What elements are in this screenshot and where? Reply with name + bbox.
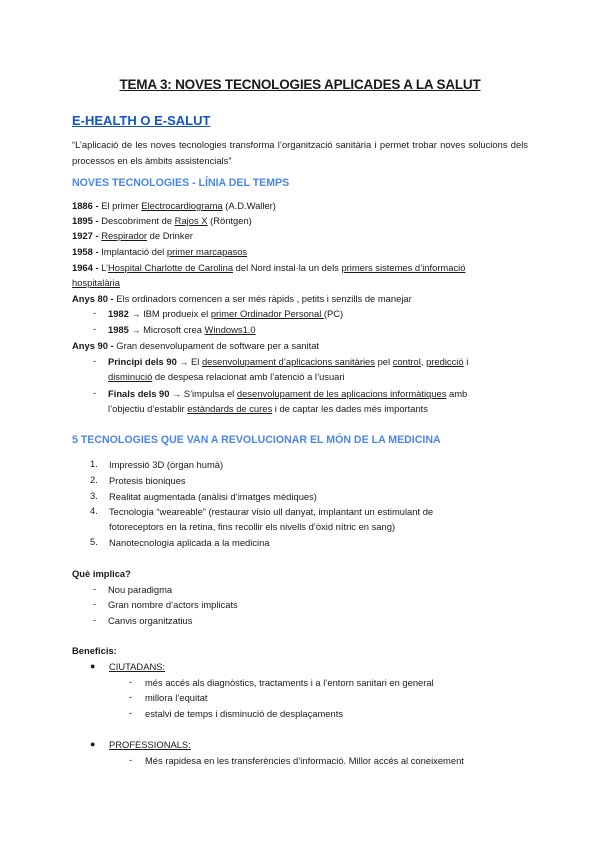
timeline-subentry-early-90s: Principi dels 90 → El desenvolupament d’aplicacions sanitàries pel control, predicció i: [108, 356, 469, 367]
section-heading-ehealth: E-HEALTH O E-SALUT: [72, 113, 211, 128]
list-dash: -: [93, 355, 97, 366]
list-dash: -: [93, 614, 97, 625]
list-item: Nou paradigma: [108, 584, 173, 595]
list-dash: -: [93, 387, 97, 398]
timeline-subentry-1985: 1985 → Microsoft crea Windows1.0: [108, 324, 256, 335]
list-item: estalvi de temps i disminució de desplaçaments: [145, 708, 344, 719]
list-item: Nanotecnologia aplicada a la medicina: [109, 537, 270, 548]
list-item-cont: fotoreceptors en la retina, fins recollir els nivells d’òxid nítric en sang): [109, 521, 396, 532]
list-item: Tecnologia “weareable” (restaurar visio ull danyat, implantant un estimulant de: [109, 506, 434, 517]
timeline-entry-1886: 1886 - El primer Electrocardiograma (A.D.Waller): [72, 200, 276, 211]
list-number: 2.: [90, 474, 98, 485]
arrow-right-icon: →: [131, 309, 141, 319]
list-number: 5.: [90, 536, 98, 547]
arrow-right-icon: →: [179, 357, 189, 367]
ciutadans-label: CIUTADANS:: [109, 661, 166, 672]
list-item: Realitat augmentada (anàlisi d’imatges mèdiques): [109, 491, 317, 502]
list-item: millora l’equitat: [145, 692, 208, 703]
arrow-right-icon: →: [131, 325, 141, 335]
list-dash: -: [129, 676, 133, 687]
section-heading-technologies: 5 TECNOLOGIES QUE VAN A REVOLUCIONAR EL MÓN DE LA MEDICINA: [72, 434, 441, 446]
list-dash: -: [129, 691, 133, 702]
list-item: Protesis bioniques: [109, 475, 186, 486]
list-dash: -: [129, 707, 133, 718]
beneficis-heading: Beneficis:: [72, 645, 117, 656]
list-number: 1.: [90, 458, 98, 469]
timeline-entry-1927: 1927 - Respirador de Drinker: [72, 230, 193, 241]
list-item: Canvis organitzatius: [108, 615, 193, 626]
timeline-subentry-early-90s-cont: disminució de despesa relacionat amb l’atenció a l’usuari: [108, 371, 345, 382]
list-dash: -: [93, 583, 97, 594]
list-dash: -: [93, 598, 97, 609]
timeline-entry-1964: 1964 - L’Hospital Charlotte de Carolina del Nord instal·la un dels primers sistemes d’informació: [72, 262, 466, 273]
list-dash: -: [129, 754, 133, 765]
list-dash: -: [93, 307, 97, 318]
list-item: Impressió 3D (òrgan humà): [109, 459, 224, 470]
timeline-subentry-late-90s: Finals dels 90 → S’impulsa el desenvolupament de les aplicacions informàtiques amb: [108, 388, 468, 399]
list-item: Més rapidesa en les transferències d’informació. Millor accés al coneixement: [145, 755, 464, 766]
timeline-entry-90s: Anys 90 - Gran desenvolupament de software per a sanitat: [72, 340, 320, 351]
list-number: 4.: [90, 505, 98, 516]
page-title: TEMA 3: NOVES TECNOLOGIES APLICADES A LA SALUT: [119, 77, 481, 92]
ehealth-quote: “L’aplicació de les noves tecnologies transforma l’organització sanitària i permet trobar noves solucions dels processos en els àmbits assistencials”: [72, 139, 528, 166]
bullet-icon: ●: [90, 661, 96, 671]
arrow-right-icon: →: [172, 389, 182, 399]
timeline-entry-80s: Anys 80 - Els ordinadors comencen a ser més ràpids , petits i senzills de manejar: [72, 293, 412, 304]
list-number: 3.: [90, 490, 98, 501]
list-dash: -: [93, 323, 97, 334]
timeline-entry-1964-cont: hospitalària: [72, 277, 120, 288]
implica-heading: Què implica?: [72, 568, 131, 579]
timeline-entry-1958: 1958 - Implantació del primer marcapasos: [72, 246, 248, 257]
timeline-subentry-1982: 1982 → IBM produeix el primer Ordinador Personal (PC): [108, 308, 344, 319]
section-heading-timeline: NOVES TECNOLOGIES - LÍNIA DEL TEMPS: [72, 177, 290, 189]
list-item: Gran nombre d’actors implicats: [108, 599, 238, 610]
list-item: més accés als diagnòstics, tractaments i a l’entorn sanitari en general: [145, 677, 434, 688]
timeline-entry-1895: 1895 - Descobriment de Rajos X (Röntgen): [72, 215, 252, 226]
professionals-label: PROFESSIONALS:: [109, 739, 191, 750]
bullet-icon: ●: [90, 739, 96, 749]
timeline-subentry-late-90s-cont: l’objectiu d’establir estàndards de cures i de captar les dades més importants: [108, 403, 428, 414]
